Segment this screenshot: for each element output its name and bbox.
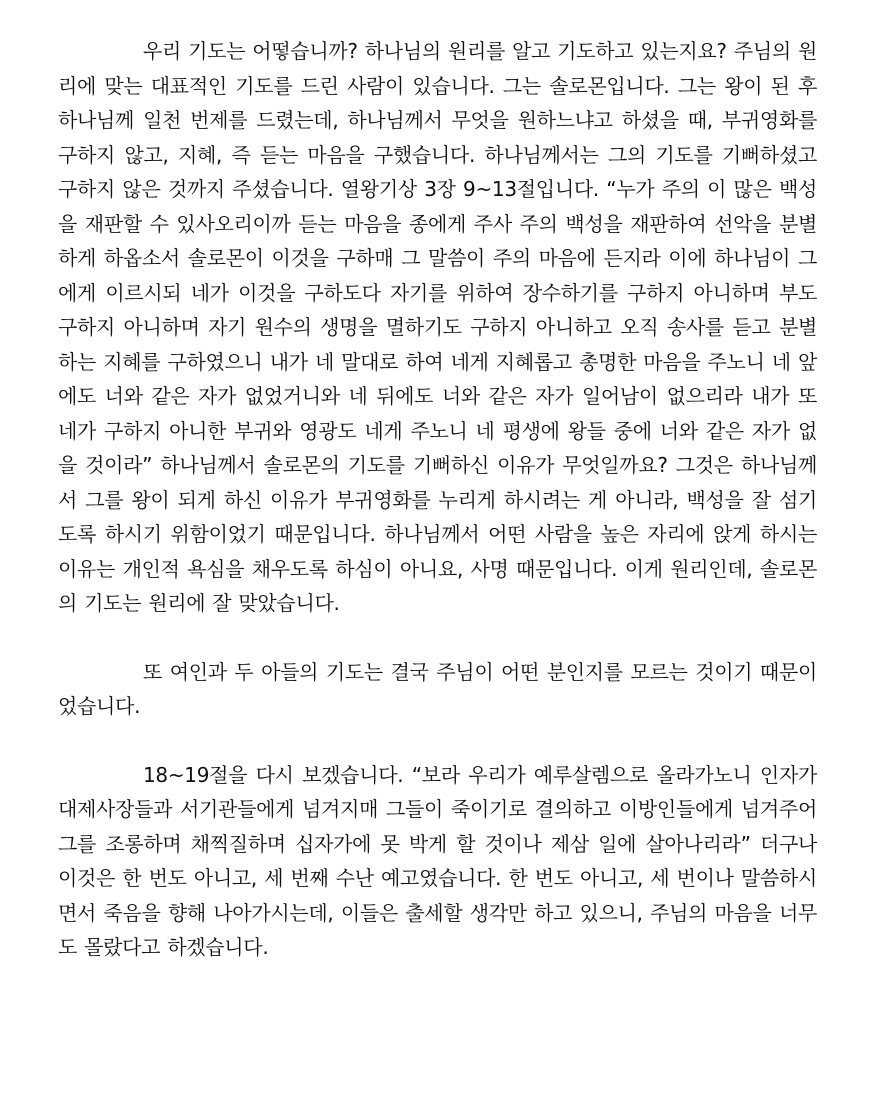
paragraph-woman-and-sons: 또 여인과 두 아들의 기도는 결국 주님이 어떤 분인지를 모르는 것이기 때문이었습니다.	[58, 659, 817, 718]
paragraph-spacer	[58, 724, 817, 758]
paragraph-spacer	[58, 621, 817, 655]
paragraph-solomon-prayer: 우리 기도는 어떻습니까? 하나님의 원리를 알고 기도하고 있는지요? 주님의 원리에 맞는 대표적인 기도를 드린 사람이 있습니다. 그는 솔로몬입니다. 그는 왕이 된 후 하나님께 일천 번제를 드렸는데, 하나님께서 무엇을 원하느냐고 하셨을 때, 부귀영화를 구하지 않고, 지혜, 즉 듣는 마음을 구했습니다. 하나님께서는 그의 기도를 기뻐하셨고 구하지 않은 것까지 주셨습니다. 열왕기상 3장 9~13절입니다. “누가 주의 이 많은 백성을 재판할 수 있사오리이까 듣는 마음을 종에게 주사 주의 백성을 재판하여 선악을 분별하게 하옵소서 솔로몬이 이것을 구하매 그 말씀이 주의 마음에 든지라 이에 하나님이 그에게 이르시되 네가 이것을 구하도다 자기를 위하여 장수하기를 구하지 아니하며 부도 구하지 아니하며 자기 원수의 생명을 멸하기도 구하지 아니하고 오직 송사를 듣고 분별하는 지혜를 구하였으니 내가 네 말대로 하여 네게 지혜롭고 총명한 마음을 주노니 네 앞에도 너와 같은 자가 없었거니와 네 뒤에도 너와 같은 자가 일어남이 없으리라 내가 또 네가 구하지 아니한 부귀와 영광도 네게 주노니 네 평생에 왕들 중에 너와 같은 자가 없을 것이라” 하나님께서 솔로몬의 기도를 기뻐하신 이유가 무엇일까요? 그것은 하나님께서 그를 왕이 되게 하신 이유가 부귀영화를 누리게 하시려는 게 아니라, 백성을 잘 섬기도록 하시기 위함이었기 때문입니다. 하나님께서 어떤 사람을 높은 자리에 앉게 하시는 이유는 개인적 욕심을 채우도록 하심이 아니요, 사명 때문입니다. 이게 원리인데, 솔로몬의 기도는 원리에 잘 맞았습니다.	[58, 39, 817, 615]
paragraph-passion-prediction: 18~19절을 다시 보겠습니다. “보라 우리가 예루살렘으로 올라가노니 인자가 대제사장들과 서기관들에게 넘겨지매 그들이 죽이기로 결의하고 이방인들에게 넘겨주어 그를 조롱하며 채찍질하며 십자가에 못 박게 할 것이나 제삼 일에 살아나리라” 더구나 이것은 한 번도 아니고, 세 번째 수난 예고였습니다. 한 번도 아니고, 세 번이나 말씀하시면서 죽음을 향해 나아가시는데, 이들은 출세할 생각만 하고 있으니, 주님의 마음을 너무도 몰랐다고 하겠습니다.	[58, 762, 817, 959]
